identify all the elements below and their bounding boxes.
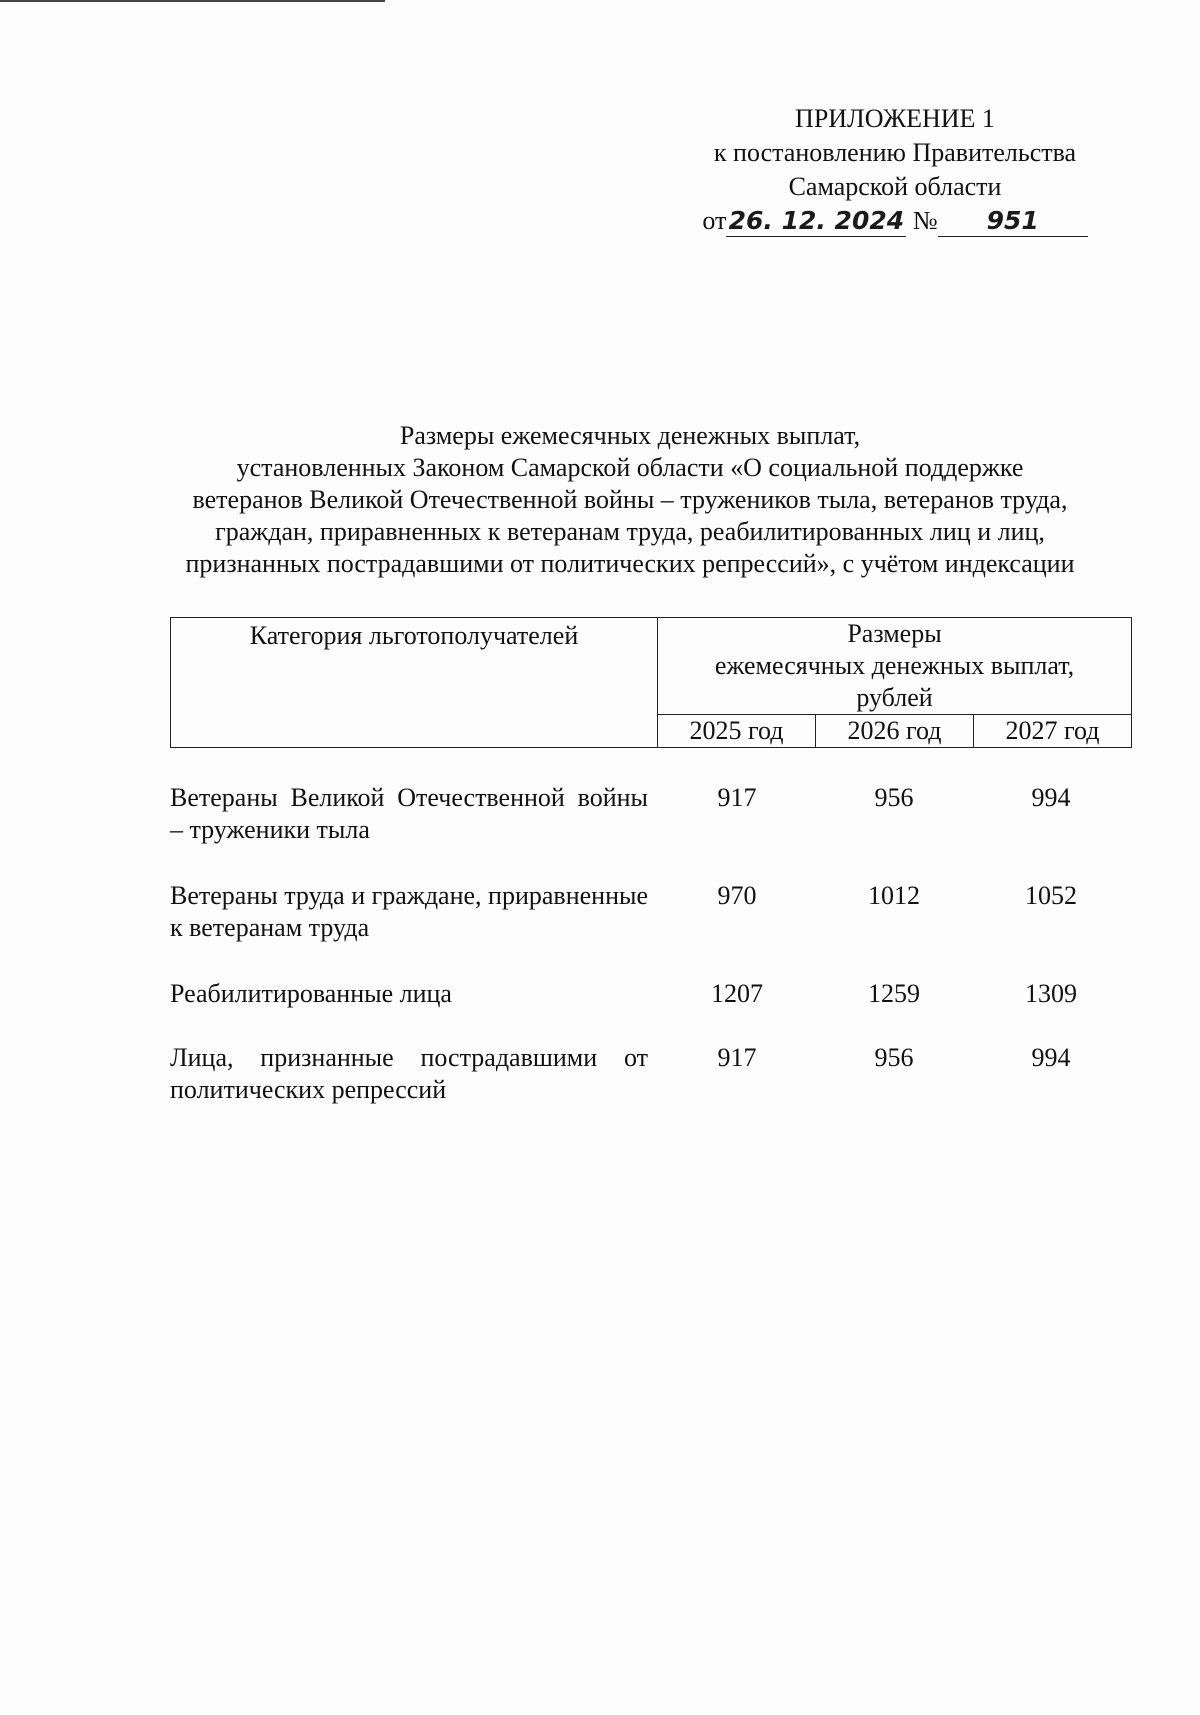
table-row: [170, 880, 1132, 944]
handwritten-date: 26. 12. 2024: [726, 206, 906, 237]
row-value-2027: 994: [1031, 1043, 1071, 1072]
appendix-signature-row: [660, 204, 1130, 238]
appendix-title: ПРИЛОЖЕНИЕ 1: [795, 104, 995, 133]
title-line-1: Размеры ежемесячных денежных выплат,: [399, 421, 861, 450]
row-value-2027: 994: [1031, 783, 1071, 812]
table-row: [170, 782, 1132, 846]
row-category: Ветераны Великой Отечественной войны – труженики тыла: [170, 783, 648, 844]
year-header-2026: 2026 год: [816, 715, 974, 748]
table-row: [170, 978, 1132, 1010]
table-row: [170, 1042, 1132, 1106]
row-value-2025: 917: [717, 1043, 757, 1072]
category-header: Категория льготополучателей: [171, 618, 658, 748]
year-header-2027: 2027 год: [974, 715, 1132, 748]
row-value-2027: 1309: [1025, 979, 1077, 1008]
title-line-4: граждан, приравненных к ветеранам труда, реабилитированных лиц и лиц,: [215, 517, 1045, 546]
title-line-2: установленных Законом Самарской области «О социальной поддержке: [236, 453, 1024, 482]
row-category: Реабилитированные лица: [170, 979, 452, 1008]
top-edge-line: [0, 0, 385, 2]
handwritten-number: 951: [938, 206, 1088, 237]
amount-header-line-1: Размеры: [847, 619, 942, 648]
row-value-2025: 917: [717, 783, 757, 812]
row-category: Ветераны труда и граждане, приравненные к ветеранам труда: [170, 881, 648, 942]
rates-table-header: [170, 617, 1132, 748]
row-value-2026: 956: [874, 1043, 914, 1072]
document-title: [140, 420, 1120, 580]
year-header-2025: 2025 год: [658, 715, 816, 748]
appendix-line-2: Самарской области: [788, 172, 1002, 201]
appendix-block: [660, 102, 1130, 238]
amount-header-line-3: рублей: [856, 683, 933, 712]
row-value-2027: 1052: [1025, 881, 1077, 910]
row-value-2026: 1012: [868, 881, 920, 910]
row-value-2025: 970: [717, 881, 757, 910]
number-label: №: [912, 206, 938, 235]
amount-header: [658, 618, 1132, 715]
title-line-3: ветеранов Великой Отечественной войны – тружеников тыла, ветеранов труда,: [192, 485, 1068, 514]
row-value-2026: 1259: [868, 979, 920, 1008]
from-label: от: [702, 206, 727, 235]
row-category: Лица, признанные пострадавшими от политических репрессий: [170, 1043, 648, 1104]
title-line-5: признанных пострадавшими от политических репрессий», с учётом индексации: [185, 549, 1075, 578]
row-value-2025: 1207: [711, 979, 763, 1008]
appendix-line-1: к постановлению Правительства: [713, 138, 1077, 167]
row-value-2026: 956: [874, 783, 914, 812]
rates-table-body: [170, 782, 1132, 1140]
amount-header-line-2: ежемесячных денежных выплат,: [714, 651, 1075, 680]
